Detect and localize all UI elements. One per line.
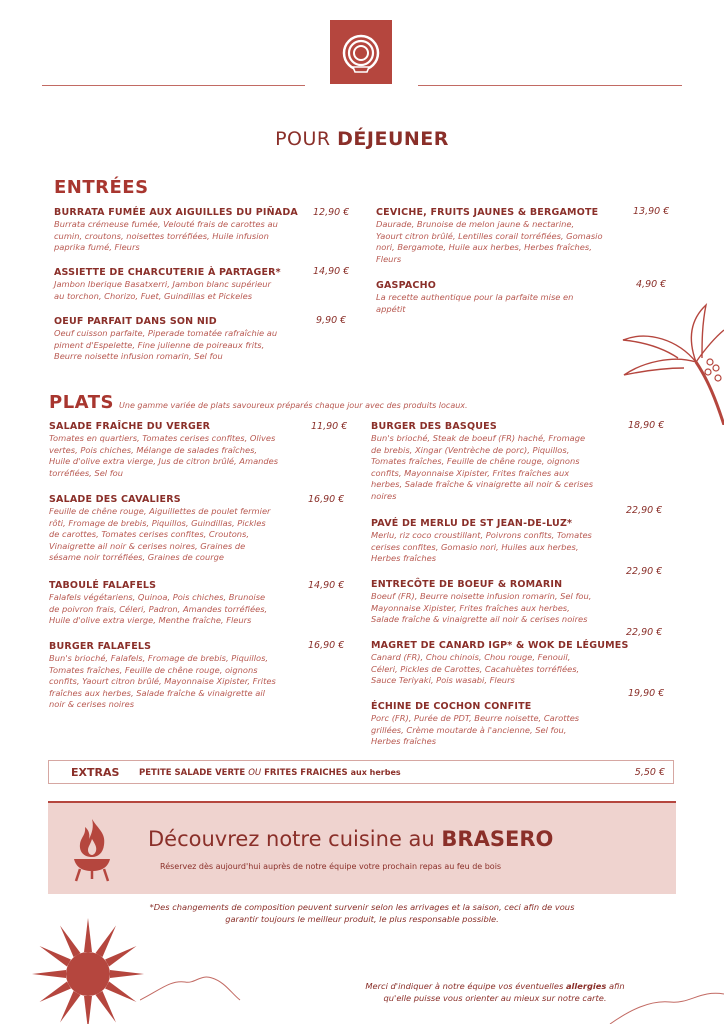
item-price: 16,90 € (308, 494, 345, 505)
header-divider-right (418, 85, 682, 86)
palm-leaf-illustration (618, 300, 724, 425)
menu-item: MAGRET DE CANARD IGP* & WOK DE LÉGUMES Canard (FR), Chou chinois, Chou rouge, Fenouil, Céleri, Pickles de Carottes, Cacahuètes torréfiées, Sauce Teriyaki, Pois wasabi, Fleurs (371, 640, 629, 686)
item-price: 19,90 € (628, 688, 665, 699)
sun-illustration (18, 908, 158, 1024)
item-price: 12,90 € (313, 207, 350, 218)
banner-subtitle: Réservez dès aujourd'hui auprès de notre équipe votre prochain repas au feu de bois (160, 862, 502, 871)
item-price: 22,90 € (626, 566, 663, 577)
composition-footnote: *Des changements de composition peuvent survenir selon les arrivages et la saison, ceci afin de vous garantir toujours le meilleur produit, le plus responsable possible. (149, 902, 575, 924)
plats-subtitle: Une gamme variée de plats savoureux préparés chaque jour avec des produits locaux. (119, 401, 468, 410)
plats-header (49, 392, 468, 413)
menu-item: BURGER DES BASQUES Bun's brioché, Steak de boeuf (FR) haché, Fromage de brebis, Xingar (Ventrèche de porc), Piquillos, Tomates fraîches, Feuille de chêne rouge, oignons confits, Mayonnaise Xipister, Frites fraîches aux herbes, Salade fraîche & vinaigrette ail noir & cerises noires (371, 421, 594, 501)
menu-item: TABOULÉ FALAFELS Falafels végétariens, Quinoa, Pois chiches, Brunoise de poivron frais, Céleri, Padron, Amandes torréfiées, Huile d'olive extra vierge, Menthe fraîche, Fleurs (49, 580, 268, 626)
item-price: 11,90 € (311, 421, 348, 432)
brasero-banner (48, 803, 676, 894)
extras-text: PETITE SALADE VERTE OU FRITES FRAICHES aux herbes (139, 768, 401, 778)
menu-item: SALADE FRAÎCHE DU VERGER Tomates en quartiers, Tomates cerises confites, Olives vertes, Pois chiches, Mélange de salades fraîches, Huile d'olive extra vierge, Jus de citron brûlé, Amandes torréfiées, Sel fou (49, 421, 279, 478)
menu-item: GASPACHO La recette authentique pour la parfaite mise en appétit (376, 280, 574, 314)
allergy-note: Merci d'indiquer à notre équipe vos éventuelles allergies afin qu'elle puisse vous orienter au mieux sur notre carte. (365, 981, 625, 1003)
flame-grill-icon (70, 817, 114, 883)
header-divider-left (42, 85, 305, 86)
menu-item: OEUF PARFAIT DANS SON NID Oeuf cuisson parfaite, Piperade tomatée rafraîchie au piment d'Espelette, Fine julienne de poireaux frits, Beurre noisette infusion romarin, Sel fou (54, 316, 278, 362)
item-price: 4,90 € (636, 279, 667, 290)
menu-item: BURGER FALAFELS Bun's brioché, Falafels, Fromage de brebis, Piquillos, Tomates fraîches, Feuille de chêne rouge, oignons confits, Yaourt citron brûlé, Mayonnaise Xipister, Frites fraîches aux herbes, Salade fraîche & vinaigrette ail noir & cerises noires (49, 641, 276, 710)
banner-title: Découvrez notre cuisine au BRASERO (148, 827, 554, 851)
extras-box (48, 760, 674, 784)
item-price: 18,90 € (628, 420, 665, 431)
item-price: 14,90 € (308, 580, 345, 591)
extras-label: EXTRAS (71, 766, 120, 779)
item-price: 9,90 € (316, 315, 347, 326)
item-price: 22,90 € (626, 505, 663, 516)
menu-item: CEVICHE, FRUITS JAUNES & BERGAMOTE Daurade, Brunoise de melon jaune & nectarine, Yaourt citron brûlé, Lentilles corail torréfiées, Gomasio nori, Bergamote, Huile aux herbes, Herbes fraîches, Fleurs (376, 207, 603, 264)
item-price: 14,90 € (313, 266, 350, 277)
menu-item: BURRATA FUMÉE AUX AIGUILLES DU PIÑADA Burrata crémeuse fumée, Velouté frais de carottes au cumin, croutons, noisettes torréfiées, Huile infusion paprika fumé, Fleurs (54, 207, 298, 253)
entrees-heading: ENTRÉES (54, 177, 149, 198)
item-price: 13,90 € (633, 206, 670, 217)
brand-logo (330, 20, 392, 84)
logo-icon (330, 20, 392, 84)
item-price: 22,90 € (626, 627, 663, 638)
item-price: 16,90 € (308, 640, 345, 651)
menu-item: PAVÉ DE MERLU DE ST JEAN-DE-LUZ* Merlu, riz coco croustillant, Poivrons confits, Tomates cerises confites, Gomasio nori, Huiles aux herbes, Herbes fraîches (371, 518, 592, 564)
menu-item: SALADE DES CAVALIERS Feuille de chêne rouge, Aiguillettes de poulet fermier rôti, Fromage de brebis, Piquillos, Guindillas, Pickles de carottes, Tomates cerises confites, Croutons, Vinaigrette ail noir & cerises noires, Graines de sésame noir torréfiées, Graines de courge (49, 494, 271, 563)
menu-item: ASSIETTE DE CHARCUTERIE À PARTAGER* Jambon Iberique Basatxerri, Jambon blanc supérieur au torchon, Chorizo, Fuet, Guindillas et Pickeles (54, 267, 281, 301)
extras-price: 5,50 € (634, 767, 665, 778)
page-title: POUR DÉJEUNER (275, 128, 449, 150)
menu-item: ENTRECÔTE DE BOEUF & ROMARIN Boeuf (FR), Beurre noisette infusion romarin, Sel fou, Mayonnaise Xipister, Frites fraîches aux herbes, Salade fraîche & vinaigrette ail noir & cerises noires (371, 579, 592, 625)
menu-item: ÉCHINE DE COCHON CONFITE Porc (FR), Purée de PDT, Beurre noisette, Carottes grillées, Crème moutarde à l'ancienne, Sel fou, Herbes fraîches (371, 701, 580, 747)
plats-heading: PLATS (49, 392, 114, 413)
